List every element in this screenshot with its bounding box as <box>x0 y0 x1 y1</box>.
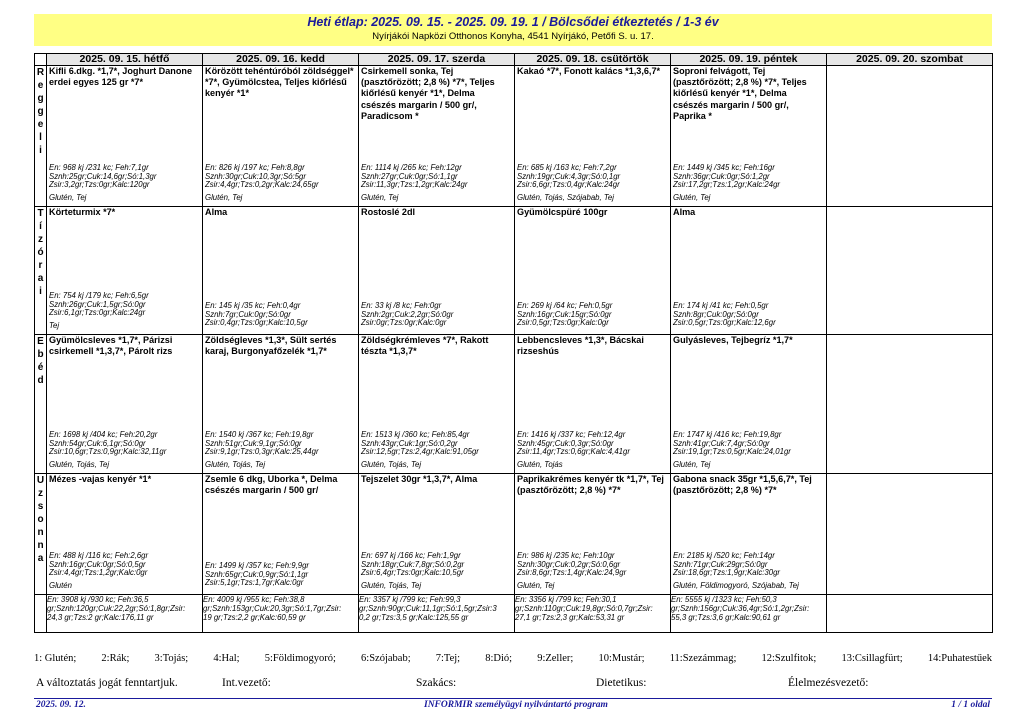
dish-name: Lebbencsleves *1,3*, Bácskai rizseshús <box>517 335 644 357</box>
nutrition-line: Sznh:16gr;Cuk:0gr;Só:0,5gr <box>49 559 146 569</box>
meal-label <box>35 335 47 474</box>
menu-cell <box>827 207 993 335</box>
daily-total-line: 55,3 gr;Tzs:3,6 gr;Kalc:90,61 gr <box>671 613 781 623</box>
nutrition-info <box>361 552 513 578</box>
allergen-list <box>517 461 669 470</box>
nutrition-line: En: 488 kj /116 kc; Feh:2,6gr <box>49 550 149 560</box>
nutrition-info <box>673 302 825 328</box>
menu-cell <box>359 66 515 207</box>
dish-name: Kakaó *7*, Fonott kalács *1,3,6,7* <box>517 66 661 76</box>
nutrition-line: Zsir:8,6gr;Tzs:1,4gr;Kalc:24,9gr <box>517 568 627 578</box>
weekly-menu-table <box>34 53 993 633</box>
nutrition-line: Sznh:26gr;Cuk:1,5gr;Só:0gr <box>49 299 146 309</box>
nutrition-info <box>49 552 201 578</box>
menu-cell <box>671 474 827 595</box>
menu-cell <box>203 207 359 335</box>
daily-total-label <box>35 595 47 633</box>
allergen-list <box>49 322 201 331</box>
nutrition-line: En: 1416 kj /337 kc; Feh:12,4gr <box>517 429 626 439</box>
nutrition-line: Sznh:7gr;Cuk:0gr;Só:0gr <box>205 309 291 319</box>
allergen-legend-item: 5:Földimogyoró; <box>264 653 336 664</box>
allergen-legend-item: 9:Zeller; <box>537 653 574 664</box>
allergen-list <box>49 582 201 591</box>
menu-cell <box>359 474 515 595</box>
program-name: INFORMIR személyügyi nyilvántartó program <box>424 700 608 710</box>
nutrition-info <box>49 431 201 457</box>
int-vezeto-label: Int.vezető: <box>222 677 271 689</box>
meal-label <box>35 474 47 595</box>
meal-label-text: U z s o n n a <box>36 475 45 564</box>
nutrition-line: Zsir:19,1gr;Tzs:0,5gr;Kalc:24,01gr <box>673 447 791 457</box>
allergen-legend-item: 1: Glutén; <box>34 653 77 664</box>
allergen-line: Glutén, Tej <box>673 193 711 203</box>
nutrition-info <box>361 164 513 190</box>
nutrition-info <box>517 164 669 190</box>
nutrition-line: Sznh:43gr;Cuk:1gr;Só:0,2gr <box>361 438 458 448</box>
allergen-legend-item: 6:Szójabab; <box>361 653 411 664</box>
dish-name: Gyümölcspüré 100gr <box>517 207 608 217</box>
nutrition-info <box>673 552 825 578</box>
daily-total-row <box>35 595 993 633</box>
nutrition-info <box>517 431 669 457</box>
allergen-line: Glutén, Tojás, Tej <box>205 460 266 470</box>
nutrition-line: En: 685 kj /163 kc; Feh:7,2gr <box>517 162 617 172</box>
menu-cell <box>203 335 359 474</box>
dish-name: Soproni felvágott, Tej (pasztőrözött; 2,8 %) *7*, Teljes kiőrlésű kenyér *1*, Delma csészés margarin / 500 gr/, Paprika * <box>673 66 807 121</box>
nutrition-line: Zsir:9,1gr;Tzs:0,3gr;Kalc:25,44gr <box>205 447 319 457</box>
nutrition-line: Sznh:65gr;Cuk:0,9gr;Só:1,1gr <box>205 569 309 579</box>
menu-title: Heti étlap: 2025. 09. 15. - 2025. 09. 19. 1 / Bölcsődei étkeztetés / 1-3 év <box>307 15 719 29</box>
dish-name: Gyümölcsleves *1,7*, Párizsi csirkemell *1,3,7*, Párolt rizs <box>49 335 173 357</box>
nutrition-line: En: 1540 kj /367 kc; Feh:19,8gr <box>205 429 314 439</box>
allergen-list <box>49 194 201 203</box>
nutrition-line: Sznh:36gr;Cuk:0gr;Só:1,2gr <box>673 171 770 181</box>
daily-total <box>671 595 827 633</box>
nutrition-info <box>673 431 825 457</box>
nutrition-line: Zsir:0,4gr;Tzs:0gr;Kalc:10,5gr <box>205 318 308 328</box>
meal-label-text: R e g g e l i <box>36 67 45 156</box>
nutrition-line: En: 145 kj /35 kc; Feh:0,4gr <box>205 300 301 310</box>
daily-total <box>827 595 993 633</box>
dish-name: Alma <box>205 207 228 217</box>
menu-cell <box>359 335 515 474</box>
daily-total-line: En: 3908 kj /930 kc; Feh:36,5 <box>47 595 149 604</box>
allergen-legend-item: 2:Rák; <box>101 653 130 664</box>
allergen-line: Tej <box>49 321 60 331</box>
day-header-row <box>35 54 993 66</box>
meal-row <box>35 207 993 335</box>
dish-name: Mézes -vajas kenyér *1* <box>49 474 152 484</box>
nutrition-line: Zsir:0gr;Tzs:0gr;Kalc:0gr <box>361 318 447 328</box>
menu-cell <box>671 207 827 335</box>
allergen-line: Glutén, Földimogyoró, Szójabab, Tej <box>673 581 799 591</box>
nutrition-line: Zsir:0,5gr;Tzs:0gr;Kalc:12,6gr <box>673 318 776 328</box>
signature-line <box>34 677 992 691</box>
nutrition-line: En: 1747 kj /416 kc; Feh:19,8gr <box>673 429 782 439</box>
allergen-line: Glutén, Tojás, Tej <box>361 581 422 591</box>
allergen-legend-item: 10:Mustár; <box>598 653 645 664</box>
menu-cell <box>515 66 671 207</box>
daily-total-line: En: 3356 kj /799 kc; Feh:30,1 <box>515 595 617 604</box>
nutrition-line: Zsir:5,1gr;Tzs:1,7gr;Kalc:0gr <box>205 578 304 588</box>
szakacs-label: Szakács: <box>416 677 457 689</box>
menu-cell <box>47 474 203 595</box>
page-footer <box>34 698 992 711</box>
meal-label <box>35 207 47 335</box>
dish-name: Csirkemell sonka, Tej (pasztőrözött; 2,8 %) *7*, Teljes kiőrlésű kenyér *1*, Delma csészés margarin / 500 gr/, Paradicsom * <box>361 66 495 121</box>
nutrition-info <box>673 164 825 190</box>
nutrition-line: En: 754 kj /179 kc; Feh:6,5gr <box>49 290 149 300</box>
nutrition-info <box>205 431 357 457</box>
dish-name: Alma <box>673 207 696 217</box>
allergen-list <box>517 582 669 591</box>
page-number: 1 / 1 oldal <box>951 700 990 710</box>
allergen-list <box>517 194 669 203</box>
menu-cell <box>671 335 827 474</box>
allergen-list <box>49 461 201 470</box>
nutrition-line: En: 2185 kj /520 kc; Feh:14gr <box>673 550 775 560</box>
nutrition-line: En: 174 kj /41 kc; Feh:0,5gr <box>673 300 769 310</box>
nutrition-line: Zsir:4,4gr;Tzs:0,2gr;Kalc:24,65gr <box>205 180 319 190</box>
nutrition-info <box>49 164 201 190</box>
allergen-legend-item: 3:Tojás; <box>154 653 189 664</box>
nutrition-info <box>517 302 669 328</box>
menu-cell <box>671 66 827 207</box>
day-header: 2025. 09. 20. szombat <box>827 54 993 66</box>
menu-cell <box>515 207 671 335</box>
nutrition-line: Sznh:18gr;Cuk:7,8gr;Só:0,2gr <box>361 559 465 569</box>
document-header <box>34 14 992 46</box>
nutrition-line: En: 33 kj /8 kc; Feh:0gr <box>361 300 442 310</box>
nutrition-line: Zsir:3,2gr;Tzs:0gr;Kalc:120gr <box>49 180 150 190</box>
daily-total-line: En: 4009 kj /955 kc; Feh:38,8 <box>203 595 305 604</box>
daily-total-line: gr;Sznh:90gr;Cuk:11,1gr;Só:1,5gr;Zsir:3 <box>359 604 497 614</box>
nutrition-info <box>361 302 513 328</box>
nutrition-line: Sznh:51gr;Cuk:9,1gr;Só:0gr <box>205 438 302 448</box>
daily-total-line: gr;Sznh:120gr;Cuk:22,2gr;Só:1,8gr;Zsir: <box>47 604 186 614</box>
daily-total <box>47 595 203 633</box>
nutrition-info <box>49 292 201 318</box>
menu-cell <box>827 66 993 207</box>
dish-name: Gulyásleves, Tejbegríz *1,7* <box>673 335 793 345</box>
allergen-list <box>205 194 357 203</box>
nutrition-line: Sznh:16gr;Cuk:15gr;Só:0gr <box>517 309 612 319</box>
print-date: 2025. 09. 12. <box>36 700 86 710</box>
menu-cell <box>47 335 203 474</box>
nutrition-line: En: 1698 kj /404 kc; Feh:20,2gr <box>49 429 158 439</box>
dish-name: Körteturmix *7* <box>49 207 116 217</box>
nutrition-line: Sznh:71gr;Cuk:29gr;Só:0gr <box>673 559 768 569</box>
nutrition-line: Sznh:30gr;Cuk:10,3gr;Só:5gr <box>205 171 306 181</box>
allergen-line: Glutén, Tojás, Tej <box>49 460 110 470</box>
nutrition-line: En: 968 kj /231 kc; Feh:7,1gr <box>49 162 149 172</box>
nutrition-line: Sznh:27gr;Cuk:0gr;Só:1,1gr <box>361 171 458 181</box>
rights-note: A változtatás jogát fenntartjuk. <box>36 677 178 689</box>
nutrition-info <box>205 164 357 190</box>
nutrition-line: En: 269 kj /64 kc; Feh:0,5gr <box>517 300 613 310</box>
day-header: 2025. 09. 18. csütörtök <box>515 54 671 66</box>
daily-total-line: gr;Sznh:110gr;Cuk:19,8gr;Só:0,7gr;Zsir: <box>515 604 653 614</box>
daily-total-line: 19 gr;Tzs:2,2 gr;Kalc:60,59 gr <box>203 613 306 623</box>
nutrition-line: Zsir:0,5gr;Tzs:0gr;Kalc:0gr <box>517 318 609 328</box>
menu-cell <box>515 474 671 595</box>
dish-name: Paprikakrémes kenyér tk *1,7*, Tej (pasztőrözött; 2,8 %) *7* <box>517 474 664 496</box>
menu-cell <box>47 66 203 207</box>
daily-total-line: gr;Sznh:153gr;Cuk:20,3gr;Só:1,7gr;Zsir: <box>203 604 342 614</box>
menu-cell <box>515 335 671 474</box>
allergen-list <box>673 461 825 470</box>
allergen-list <box>361 582 513 591</box>
nutrition-line: Zsir:11,4gr;Tzs:0,6gr;Kalc:4,41gr <box>517 447 630 457</box>
nutrition-info <box>205 562 357 588</box>
allergen-line: Glutén, Tej <box>205 193 243 203</box>
daily-total-line: gr;Sznh:156gr;Cuk:36,4gr;Só:1,2gr;Zsir: <box>671 604 810 614</box>
allergen-legend-item: 12:Szulfitok; <box>761 653 817 664</box>
nutrition-line: Zsir:4,4gr;Tzs:1,2gr;Kalc:0gr <box>49 568 148 578</box>
allergen-legend-item: 13:Csillagfürt; <box>841 653 903 664</box>
nutrition-line: Sznh:19gr;Cuk:4,3gr;Só:0,1gr <box>517 171 621 181</box>
daily-total-line: 27,1 gr;Tzs:2,3 gr;Kalc:53,31 gr <box>515 613 625 623</box>
nutrition-line: Zsir:11,3gr;Tzs:1,2gr;Kalc:24gr <box>361 180 468 190</box>
meal-row <box>35 335 993 474</box>
daily-total <box>515 595 671 633</box>
allergen-legend-item: 4:Hal; <box>213 653 240 664</box>
nutrition-line: En: 1449 kj /345 kc; Feh:16gr <box>673 162 775 172</box>
allergen-legend <box>34 653 992 664</box>
allergen-line: Glutén, Tojás, Szójabab, Tej <box>517 193 614 203</box>
meal-label-text: T í z ó r a i <box>37 208 44 297</box>
day-header: 2025. 09. 17. szerda <box>359 54 515 66</box>
meal-label-text: E b é d <box>37 336 44 386</box>
nutrition-info <box>205 302 357 328</box>
nutrition-line: Zsir:18,6gr;Tzs:1,9gr;Kalc:30gr <box>673 568 781 578</box>
nutrition-line: En: 826 kj /197 kc; Feh:8,8gr <box>205 162 305 172</box>
daily-total <box>359 595 515 633</box>
dietetikus-label: Dietetikus: <box>596 677 647 689</box>
nutrition-line: Zsir:12,5gr;Tzs:2,4gr;Kalc:91,05gr <box>361 447 479 457</box>
allergen-list <box>673 194 825 203</box>
allergen-legend-item: 7:Tej; <box>435 653 461 664</box>
allergen-list <box>205 461 357 470</box>
allergen-legend-item: 11:Szezámmag; <box>669 653 737 664</box>
nutrition-line: Sznh:2gr;Cuk:2,2gr;Só:0gr <box>361 309 454 319</box>
meal-row <box>35 474 993 595</box>
elelmezesvezeto-label: Élelmezésvezető: <box>788 677 869 689</box>
menu-cell <box>47 207 203 335</box>
dish-name: Gabona snack 35gr *1,5,6,7*, Tej (pasztőrözött; 2,8 %) *7* <box>673 474 812 496</box>
daily-total <box>203 595 359 633</box>
menu-cell <box>203 474 359 595</box>
nutrition-line: Zsir:6,4gr;Tzs:0gr;Kalc:10,5gr <box>361 568 464 578</box>
nutrition-line: Zsir:17,2gr;Tzs:1,2gr;Kalc:24gr <box>673 180 781 190</box>
nutrition-line: Sznh:25gr;Cuk:14,6gr;Só:1,3gr <box>49 171 157 181</box>
dish-name: Rostoslé 2dl <box>361 207 416 217</box>
nutrition-info <box>361 431 513 457</box>
daily-total-line: En: 3357 kj /799 kc; Feh:99,3 <box>359 595 461 604</box>
allergen-line: Glutén, Tej <box>517 581 555 591</box>
menu-cell <box>827 474 993 595</box>
nutrition-line: Sznh:54gr;Cuk:6,1gr;Só:0gr <box>49 438 146 448</box>
nutrition-info <box>517 552 669 578</box>
menu-cell <box>203 66 359 207</box>
nutrition-line: Sznh:41gr;Cuk:7,4gr;Só:0gr <box>673 438 770 448</box>
nutrition-line: Sznh:45gr;Cuk:0,3gr;Só:0gr <box>517 438 614 448</box>
menu-cell <box>359 207 515 335</box>
allergen-line: Glutén, Tojás <box>517 460 563 470</box>
allergen-legend-item: 14:Puhatestűek <box>927 653 992 664</box>
nutrition-line: Zsir:10,6gr;Tzs:0,9gr;Kalc:32,11gr <box>49 447 167 457</box>
dish-name: Zsemle 6 dkg, Uborka *, Delma csészés margarin / 500 gr/ <box>205 474 338 496</box>
nutrition-line: Sznh:8gr;Cuk:0gr;Só:0gr <box>673 309 759 319</box>
allergen-list <box>361 461 513 470</box>
allergen-line: Glutén <box>49 581 72 591</box>
meal-row <box>35 66 993 207</box>
allergen-list <box>673 582 825 591</box>
day-header: 2025. 09. 15. hétfő <box>47 54 203 66</box>
dish-name: Zöldségleves *1,3*, Sült sertés karaj, Burgonyafőzelék *1,7* <box>205 335 337 357</box>
dish-name: Zöldségkrémleves *7*, Rakott tészta *1,3,7* <box>361 335 489 357</box>
dish-name: Kifli 6.dkg. *1,7*, Joghurt Danone erdei egyes 125 gr *7* <box>49 66 192 88</box>
menu-cell <box>827 335 993 474</box>
allergen-line: Glutén, Tojás, Tej <box>361 460 422 470</box>
day-header: 2025. 09. 16. kedd <box>203 54 359 66</box>
kitchen-address: Nyírjákói Napközi Otthonos Konyha, 4541 Nyírjákó, Petőfi S. u. 17. <box>372 31 654 42</box>
meal-label <box>35 66 47 207</box>
nutrition-line: En: 697 kj /166 kc; Feh:1,9gr <box>361 550 461 560</box>
nutrition-line: En: 1114 kj /265 kc; Feh:12gr <box>361 162 462 172</box>
dish-name: Tejszelet 30gr *1,3,7*, Alma <box>361 474 478 484</box>
nutrition-line: En: 1499 kj /357 kc; Feh:9,9gr <box>205 560 310 570</box>
allergen-list <box>361 194 513 203</box>
nutrition-line: Zsir:6,1gr;Tzs:0gr;Kalc:24gr <box>49 308 146 318</box>
nutrition-line: Sznh:30gr;Cuk:0,2gr;Só:0,6gr <box>517 559 621 569</box>
allergen-legend-item: 8:Dió; <box>485 653 513 664</box>
daily-total-line: En: 5555 kj /1323 kc; Feh:50,3 <box>671 595 777 604</box>
allergen-line: Glutén, Tej <box>361 193 399 203</box>
daily-total-line: 0,2 gr;Tzs:3,5 gr;Kalc:125,55 gr <box>359 613 469 623</box>
allergen-line: Glutén, Tej <box>49 193 87 203</box>
nutrition-line: Zsir:6,6gr;Tzs:0,4gr;Kalc:24gr <box>517 180 620 190</box>
corner-cell <box>35 54 47 66</box>
daily-total-line: 24,3 gr;Tzs:2 gr;Kalc:176,11 gr <box>47 613 154 623</box>
nutrition-line: En: 986 kj /235 kc; Feh:10gr <box>517 550 615 560</box>
day-header: 2025. 09. 19. péntek <box>671 54 827 66</box>
allergen-line: Glutén, Tej <box>673 460 711 470</box>
nutrition-line: En: 1513 kj /360 kc; Feh:85,4gr <box>361 429 470 439</box>
dish-name: Körözött tehéntúróból zöldséggel* *7*, Gyümölcstea, Teljes kiőrlésű kenyér *1* <box>205 66 354 99</box>
